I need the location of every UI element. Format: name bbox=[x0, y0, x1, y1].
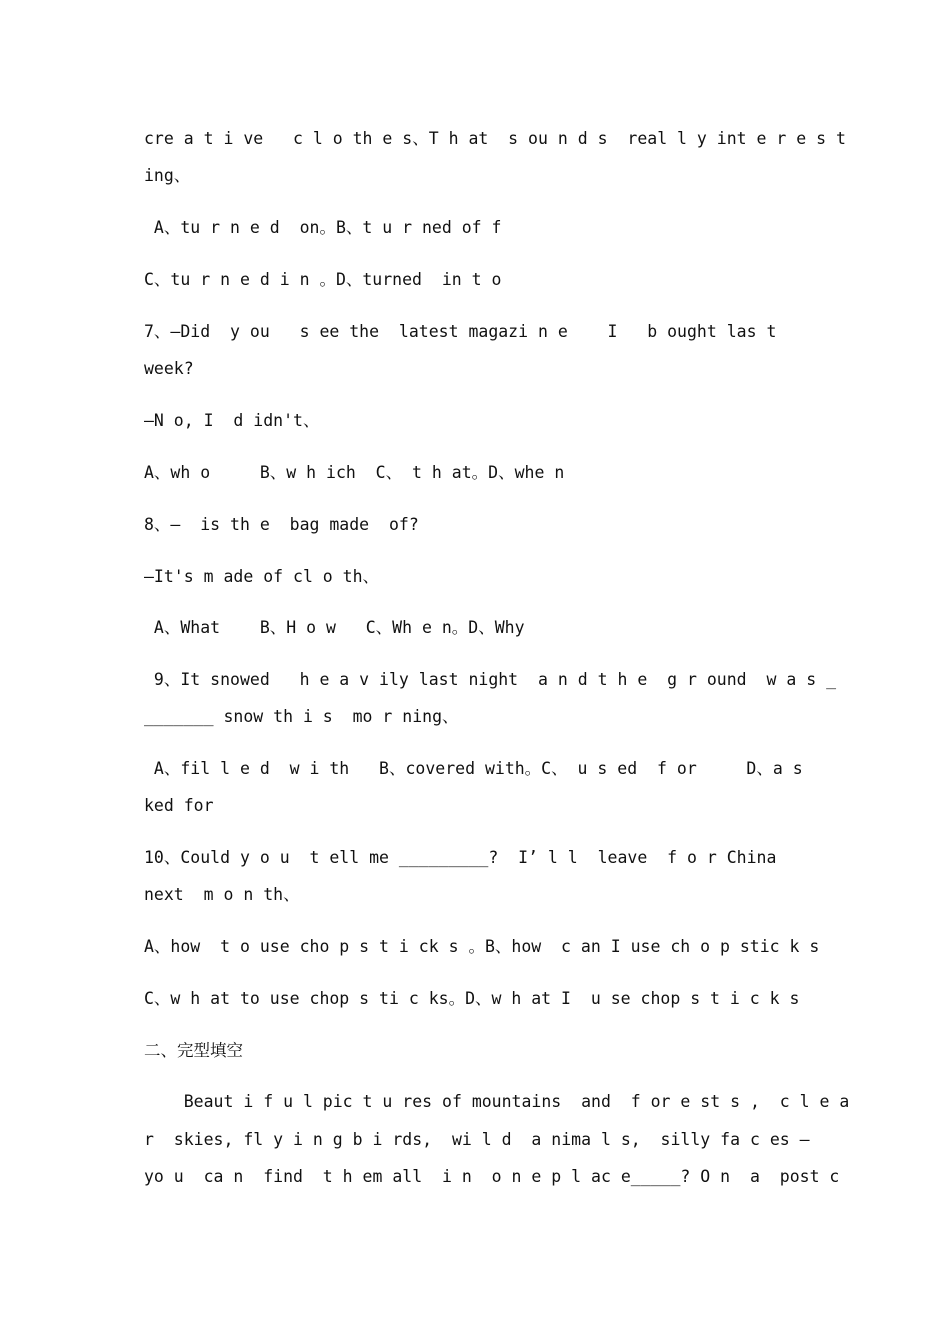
section-heading: 二、完型填空 bbox=[144, 1041, 243, 1060]
text-line: next m o n th、 bbox=[144, 885, 300, 904]
text-line: _______ snow th i s mo r ning、 bbox=[144, 707, 459, 726]
question-7: 7、—Did y ou s ee the latest magazi n e I b ought las t bbox=[144, 322, 777, 341]
text-line: C、tu r n e d i n 。D、turned in t o bbox=[144, 270, 502, 289]
text-line: A、how t o use cho p s t i ck s 。B、how c an I use ch o p stic k s bbox=[144, 937, 820, 956]
question-8: 8、— is th e bag made of? bbox=[144, 515, 419, 534]
text-line: week? bbox=[144, 359, 194, 378]
text-line: —It's m ade of cl o th、 bbox=[144, 567, 380, 586]
text-line: cre a t i ve c l o th e s、T h at s ou n d s real l y int e r e s t bbox=[144, 129, 846, 148]
question-10: 10、Could y o u t ell me _________? I’ l l leave f o r China bbox=[144, 848, 777, 867]
text-line: Beaut i f u l pic t u res of mountains and f or e st s , c l e a bbox=[144, 1092, 850, 1111]
question-9: 9、It snowed h e a v ily last night a n d t h e g r ound w a s _ bbox=[144, 670, 837, 689]
text-line: yo u ca n find t h em all i n o n e p l ac e_____? O n a post c bbox=[144, 1167, 840, 1186]
text-line: A、tu r n e d on。B、t u r ned of f bbox=[144, 218, 502, 237]
text-line: C、w h at to use chop s ti c ks。D、w h at I u se chop s t i c k s bbox=[144, 989, 800, 1008]
text-line: —N o, I d idn't、 bbox=[144, 411, 320, 430]
text-line: r skies, fl y i n g b i rds, wi l d a nima l s, silly fa c es — bbox=[144, 1130, 810, 1149]
text-line: A、What B、H o w C、Wh e n。D、Why bbox=[144, 618, 525, 637]
text-line: A、wh o B、w h ich C、 t h at。D、whe n bbox=[144, 463, 565, 482]
text-line: A、fil l e d w i th B、covered with。C、 u s ed f or D、a s bbox=[144, 759, 803, 778]
text-line: ked for bbox=[144, 796, 214, 815]
text-line: ing、 bbox=[144, 166, 191, 185]
